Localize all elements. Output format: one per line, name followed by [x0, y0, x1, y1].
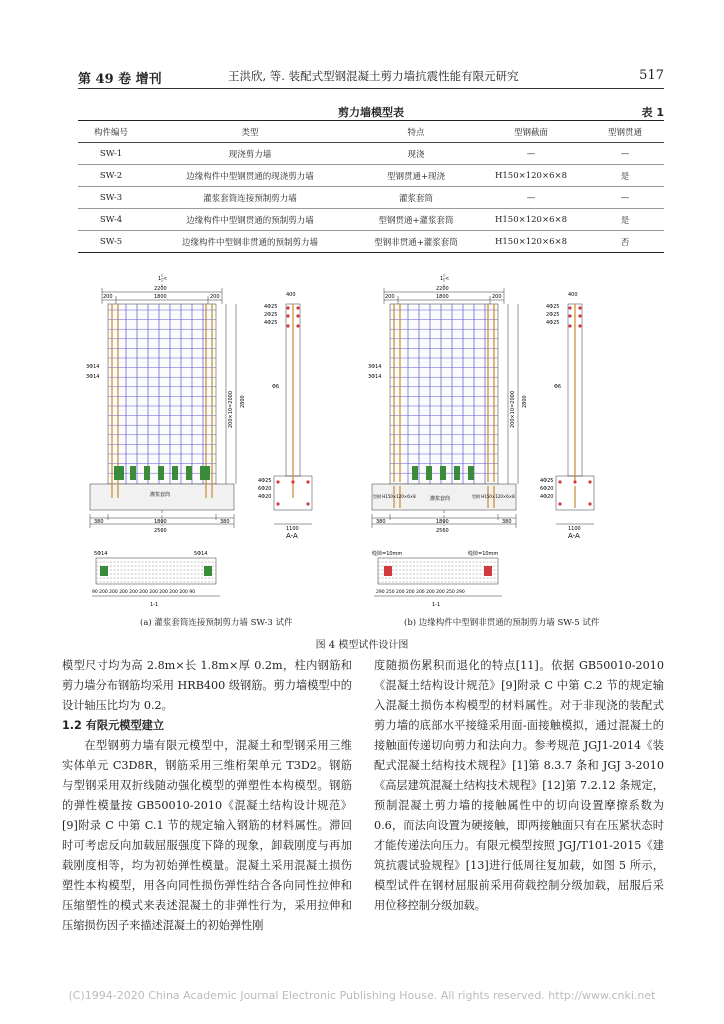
- b-section-top-3: 4Φ25: [546, 320, 560, 326]
- b-section-mark: 1-<: [440, 276, 450, 282]
- table-row: [78, 165, 664, 187]
- table1-title-row: [78, 104, 664, 118]
- b-section-mid: Φ6: [554, 384, 562, 390]
- rebar-dot: [306, 502, 309, 505]
- b-plan-gap-2: 缝隙=10mm: [468, 551, 499, 557]
- b-section-label: A-A: [568, 532, 580, 540]
- a-plan-label-2: 5Φ14: [194, 551, 208, 557]
- table-column-header: 类型: [241, 127, 259, 138]
- table1-title: 剪力墙模型表: [338, 106, 404, 119]
- copyright-footer: (C)1994-2020 China Academic Journal Electronic Publishing House. All rights reserved. http://www.cnki.net: [68, 989, 656, 1002]
- b-dim-bottom-1: 380: [376, 519, 386, 525]
- journal-volume: 第 49 卷 增刊: [78, 72, 162, 87]
- a-dim-top-3: 200: [210, 294, 220, 300]
- table-cell: —: [620, 192, 630, 203]
- left-paragraph-1: 模型尺寸均为高 2.8m×长 1.8m×厚 0.2m，柱内钢筋和剪力墙分布钢筋均采用 HRB400 级钢筋。剪力墙模型中的设计轴压比均为 0.2。: [62, 659, 352, 712]
- rebar-dot: [286, 306, 289, 309]
- table-cell: —: [526, 148, 536, 159]
- b-section-dim-bottom: 1100: [568, 526, 581, 532]
- table-cell: 现浇: [407, 149, 425, 160]
- rebar-dot: [578, 314, 581, 317]
- figure4a-drawing: [86, 268, 360, 616]
- a-side-height: 2800: [240, 395, 246, 408]
- table-cell: 灌浆套筒连接预制剪力墙: [203, 193, 297, 204]
- left-column: [62, 656, 352, 936]
- running-title: 王洪欣, 等. 装配式型钢混凝土剪力墙抗震性能有限元研究: [228, 69, 519, 83]
- rebar-dot: [588, 502, 591, 505]
- a-section-bottom-3: 4Φ20: [258, 494, 272, 500]
- b-rebar-label-2: 3Φ14: [368, 374, 382, 380]
- a-dim-bottom-1: 380: [94, 519, 104, 525]
- table-column-header: 型钢截面: [513, 127, 548, 138]
- b-section-bottom-3: 4Φ20: [540, 494, 554, 500]
- table-cell: SW-5: [99, 236, 123, 247]
- table-row: [78, 209, 664, 231]
- table-column-header: 构件编号: [93, 127, 128, 138]
- right-column: [374, 656, 664, 916]
- right-paragraph-1: 度随损伤累积而退化的特点[11]。依据 GB50010-2010《混凝土结构设计规范》[9]附录 C 中第 C.2 节的规定输入混凝土损伤本构模型的材料属性。对于非现浇的装配式剪力墙的底部水平接缝采用面-面接触模拟，通过混凝土的接触面传递切向剪力和法向力。参考规范 JGJ1-2014《装配式混凝土结构技术规程》[1]第 8.3.7 条和 JGJ 3-2010《高层建筑混凝土结构技术规程》[12]第 7.2.12 条规定，预制混凝土剪力墙的接触属性中的切向设置摩擦系数为 0.6，而法向设置为硬接触，即两接触面只有在压紧状态时才能传递法向压力。有限元模型按照 JGJ/T101-2015《建筑抗震试验规程》[13]进行低周往复加载，如图 5 所示，模型试件在钢材屈服前采用荷载控制分级加载，屈服后采用位移控制分级加载。: [374, 659, 664, 912]
- rebar-dot: [276, 480, 279, 483]
- rebar-dot: [286, 314, 289, 317]
- rebar-dot: [291, 480, 294, 483]
- a-rebar-label-2: 3Φ14: [86, 374, 100, 380]
- rebar-dot: [588, 480, 591, 483]
- b-section-dim-top: 400: [568, 292, 578, 298]
- b-steel-label-right: 型钢 H150×120×6×8: [472, 494, 515, 499]
- table-cell: 边缘构件中型钢贯通的现浇剪力墙: [186, 171, 314, 182]
- a-section-dim-bottom: 1100: [286, 526, 299, 532]
- table-cell: H150×120×6×8: [494, 236, 568, 247]
- table-cell: 灌浆套筒: [398, 193, 433, 204]
- a-total-bottom: 2560: [154, 528, 167, 534]
- a-dim-top-2: 1800: [154, 294, 167, 300]
- table-cell: —: [526, 192, 536, 203]
- table-cell: 型钢非贯通+灌浆套筒: [374, 237, 458, 248]
- a-total-width: 2200: [154, 286, 167, 292]
- table-cell: 边缘构件中型钢贯通的预制剪力墙: [186, 215, 314, 226]
- table-cell: SW-2: [99, 170, 123, 181]
- figure4a-caption: (a) 灌浆套筒连接预制剪力墙 SW-3 试件: [140, 618, 293, 628]
- section-heading: 1.2 有限元模型建立: [62, 719, 165, 732]
- a-sleeve-label: 灌浆套筒: [150, 492, 171, 498]
- table-cell: 型钢贯通+灌浆套筒: [378, 215, 454, 226]
- table-column-header: 型钢贯通: [607, 127, 642, 138]
- figure4-title: 图 4 模型试件设计图: [315, 640, 409, 651]
- b-dim-top-3: 200: [492, 294, 502, 300]
- rebar-dot: [578, 324, 581, 327]
- b-section-bottom-2: 6Φ20: [540, 486, 554, 492]
- table-cell: 是: [620, 171, 630, 182]
- b-total-bottom: 2560: [436, 528, 449, 534]
- rebar-dot: [558, 480, 561, 483]
- b-section-bottom-1: 4Φ25: [540, 478, 554, 484]
- table-row: [78, 231, 664, 253]
- table-cell: 边缘构件中型钢非贯通的预制剪力墙: [181, 237, 318, 248]
- rebar-dot: [276, 502, 279, 505]
- table-cell: SW-4: [99, 214, 123, 225]
- a-plan-label-1: 5Φ14: [94, 551, 108, 557]
- b-section-top-1: 4Φ25: [546, 304, 560, 310]
- a-dim-top-1: 200: [103, 294, 113, 300]
- left-paragraph-2: 在型钢剪力墙有限元模型中，混凝土和型钢采用三维实体单元 C3D8R，钢筋采用三维桁架单元 T3D2。钢筋与型钢采用双折线随动强化模型的弹塑性本构模型。钢筋的弹性模量按 GB50010-2010《混凝土结构设计规范》[9]附录 C 中第 C.1 节的规定输入钢筋的材料属性。滞回时可考虑反向加载屈服强度下降的现象，卸载刚度与再加载刚度相等，均为初始弹性模量。混凝土采用混凝土损伤塑性本构模型，用各向同性损伤弹性结合各向同性拉伸和压缩塑性的模式来表述混凝土的非弹性行为，采用拉伸和压缩损伤因子来描述混凝土的初始弹性刚: [62, 739, 352, 932]
- rebar-dot: [296, 324, 299, 327]
- b-side-height: 2800: [522, 395, 528, 408]
- a-section-top-3: 4Φ25: [264, 320, 278, 326]
- b-dim-bottom-3: 380: [502, 519, 512, 525]
- rebar-dot: [306, 480, 309, 483]
- b-plan-dims: 290 250 200 200 200 200 200 250 290: [376, 590, 465, 595]
- a-section-bottom-1: 4Φ25: [258, 478, 272, 484]
- a-height-label: 200×10=2000: [228, 390, 234, 428]
- a-plan-dims: 90 200 200 200 200 200 200 200 200 200 90: [92, 590, 196, 595]
- table-row: [78, 143, 664, 165]
- rebar-dot: [573, 480, 576, 483]
- b-section-top-2: 2Φ25: [546, 312, 560, 318]
- rebar-dot: [558, 502, 561, 505]
- b-plan-gap-1: 缝隙=10mm: [372, 551, 403, 557]
- table-cell: 型钢贯通+现浇: [386, 171, 446, 182]
- rebar-dot: [568, 314, 571, 317]
- table1-number: 表 1: [641, 106, 664, 119]
- table-cell: 现浇剪力墙: [228, 149, 272, 160]
- b-steel-label-left: 型钢 H150×120×6×8: [373, 494, 416, 499]
- b-sleeve-label: 灌浆套筒: [430, 496, 451, 502]
- a-section-dim-top: 400: [286, 292, 296, 298]
- table-cell: SW-1: [99, 148, 123, 159]
- rebar-dot: [296, 314, 299, 317]
- rebar-dot: [578, 306, 581, 309]
- b-dim-top-2: 1800: [436, 294, 449, 300]
- table-cell: 是: [620, 215, 630, 226]
- a-rebar-label-1: 3Φ14: [86, 364, 100, 370]
- table-header-row: [78, 121, 664, 143]
- table-cell: H150×120×6×8: [494, 214, 568, 225]
- b-height-label: 200×10=2000: [510, 390, 516, 428]
- a-section-top-2: 2Φ25: [264, 312, 278, 318]
- figure4b-drawing: [368, 268, 642, 616]
- table1: [78, 120, 664, 253]
- b-plan-mark: 1-1: [432, 602, 441, 608]
- a-dim-bottom-2: 1800: [154, 519, 167, 525]
- table-cell: SW-3: [99, 192, 123, 203]
- a-plan-mark: 1-1: [150, 602, 159, 608]
- b-dim-bottom-2: 1800: [436, 519, 449, 525]
- b-rebar-label-1: 3Φ14: [368, 364, 382, 370]
- table-cell: 否: [620, 237, 630, 248]
- figure4b-caption: (b) 边缘构件中型钢非贯通的预制剪力墙 SW-5 试件: [404, 618, 600, 628]
- a-dim-bottom-3: 380: [220, 519, 230, 525]
- rebar-dot: [296, 306, 299, 309]
- a-section-bottom-2: 6Φ20: [258, 486, 272, 492]
- a-section-mark: 1-<: [158, 276, 168, 282]
- rebar-dot: [568, 324, 571, 327]
- a-section-mid: Φ6: [272, 384, 280, 390]
- table-cell: —: [620, 148, 630, 159]
- table-cell: H150×120×6×8: [494, 170, 568, 181]
- a-section-label: A-A: [286, 532, 298, 540]
- page-number: 517: [639, 68, 664, 83]
- a-section-top-1: 4Φ25: [264, 304, 278, 310]
- rebar-dot: [286, 324, 289, 327]
- b-dim-top-1: 200: [385, 294, 395, 300]
- b-total-width: 2200: [436, 286, 449, 292]
- table-column-header: 特点: [407, 127, 425, 138]
- rebar-dot: [568, 306, 571, 309]
- table-row: [78, 187, 664, 209]
- page-header: [78, 66, 664, 89]
